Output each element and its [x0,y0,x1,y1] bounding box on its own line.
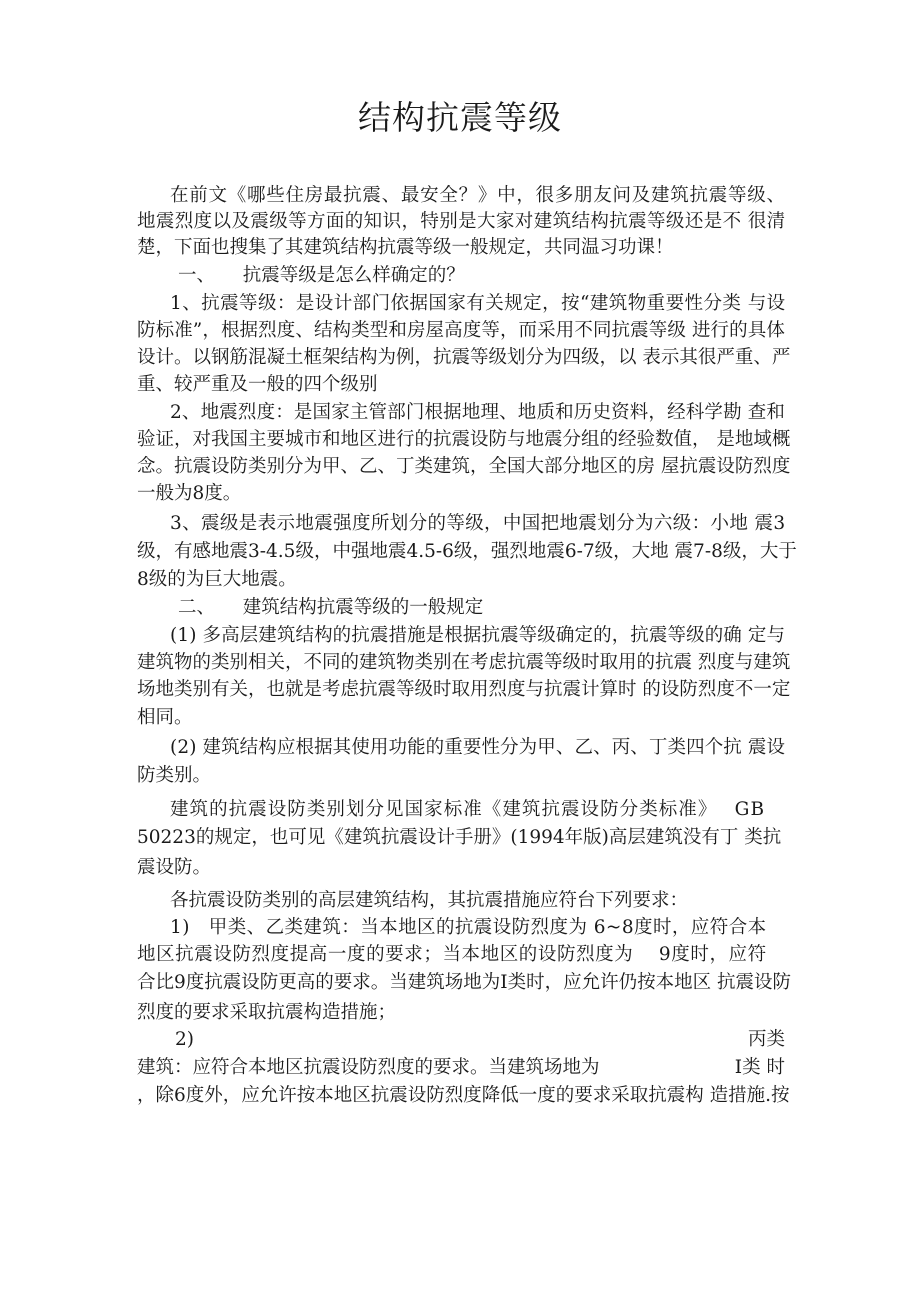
text-line: 地区抗震设防烈度提高一度的要求；当本地区的设防烈度为 9度时，应符 [137,944,767,965]
text-line: 50223的规定，也可见《建筑抗震设计手册》(1994年版)高层建筑没有丁 类抗 [137,827,782,848]
text-line: 各抗震设防类别的高层建筑结构，其抗震措施应符台下列要求： [170,890,689,911]
text-line: 丙类 [747,1029,785,1050]
text-line: 震设防。 [137,857,212,878]
text-line: ，除6度外，应允许按本地区抗震设防烈度降低一度的要求采取抗震构 造措施.按 [137,1085,790,1106]
text-line: 防类别。 [137,765,212,786]
text-line: 地震烈度以及震级等方面的知识，特别是大家对建筑结构抗震等级还是不 很清 [137,211,786,232]
text-line: 建筑：应符合本地区抗震设防烈度的要求。当建筑场地为 [137,1057,600,1078]
text-line: 一般为8度。 [137,483,242,504]
section-heading: 二、 建筑结构抗震等级的一般规定 [178,597,484,618]
text-line: 8级的为巨大地震。 [137,569,297,590]
text-line: 重、较严重及一般的四个级别 [137,374,378,395]
text-line: 在前文《哪些住房最抗震、最安全？》中，很多朋友问及建筑抗震等级、 [170,185,786,206]
text-line: (1) 多高层建筑结构的抗震措施是根据抗震等级确定的，抗震等级的确 定与 [170,625,786,646]
text-line: 1) 甲类、乙类建筑：当本地区的抗震设防烈度为 6~8度时，应符合本 [170,917,767,938]
text-line: 相同。 [137,707,193,728]
text-line: 验证，对我国主要城市和地区进行的抗震设防与地震分组的经验数值， 是地域概 [137,429,791,450]
text-line: 楚，下面也搜集了其建筑结构抗震等级一般规定，共同温习功课！ [137,237,674,258]
text-line: (2) 建筑结构应根据其使用功能的重要性分为甲、乙、丙、丁类四个抗 震设 [170,737,786,758]
text-line: 建筑的抗震设防类别划分见国家标准《建筑抗震设防分类标准》 GB [170,799,766,820]
text-line: I类 时 [734,1057,785,1078]
text-line: 设计。以钢筋混凝土框架结构为例，抗震等级划分为四级，以 表示其很严重、严 [137,347,791,368]
text-line: 建筑物的类别相关，不同的建筑物类别在考虑抗震等级时取用的抗震 烈度与建筑 [137,652,791,673]
text-line: 级，有感地震3-4.5级，中强地震4.5-6级，强烈地震6-7级，大地 震7-8级，大于 [137,541,797,562]
text-line: 2) [175,1029,194,1050]
text-line: 合比9度抗震设防更高的要求。当建筑场地为I类时，应允许仍按本地区 抗震设防 [137,972,791,993]
text-line: 1、抗震等级：是设计部门依据国家有关规定，按“建筑物重要性分类 与设 [170,293,786,314]
text-line: 念。抗震设防类别分为甲、乙、丁类建筑，全国大部分地区的房 屋抗震设防烈度 [137,456,791,477]
text-line: 2、地震烈度：是国家主管部门根据地理、地质和历史资料，经科学勘 查和 [170,402,786,423]
text-line: 场地类别有关，也就是考虑抗震等级时取用烈度与抗震计算时 的设防烈度不一定 [137,679,791,700]
text-line: 3、震级是表示地震强度所划分的等级，中国把地震划分为六级：小地 震3 [170,513,786,534]
page-title: 结构抗震等级 [358,98,562,137]
text-line: 烈度的要求采取抗震构造措施； [137,1002,397,1023]
section-heading: 一、 抗震等级是怎么样确定的？ [178,265,465,286]
text-line: 防标准”，根据烈度、结构类型和房屋高度等，而采用不同抗震等级 进行的具体 [137,320,785,341]
